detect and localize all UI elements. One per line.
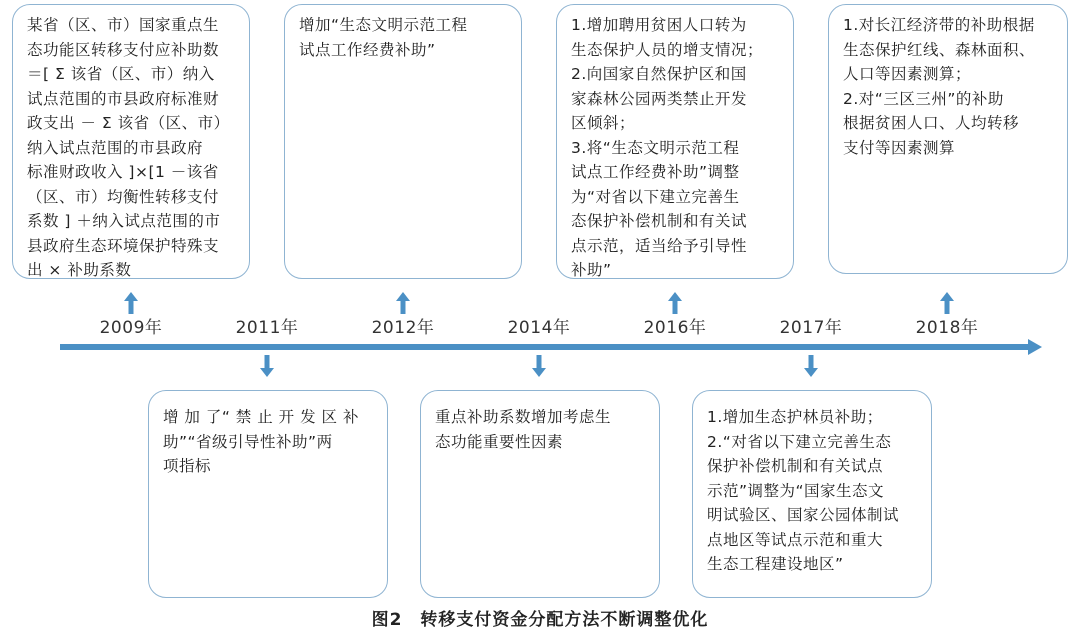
box-line: 试点范围的市县政府标准财 <box>27 89 220 108</box>
box-2014 <box>420 390 660 598</box>
down-arrow-icon <box>804 355 818 377</box>
box-line: 态保护补偿机制和有关试 <box>571 212 748 230</box>
box-line: 态功能区转移支付应补助数 <box>27 40 220 59</box>
box-line: 试点工作经费补助”调整 <box>571 163 740 181</box>
year-label: 2012年 <box>371 318 435 338</box>
box-line: 生态保护红线、森林面积、 <box>843 40 1036 59</box>
box-line: 态功能重要性因素 <box>435 432 564 451</box>
year-label: 2016年 <box>643 318 707 338</box>
box-2011 <box>148 390 388 598</box>
box-line: 3.将“生态文明示范工程 <box>571 138 740 157</box>
up-arrow-icon <box>668 292 682 314</box>
box-line: 1.增加聘用贫困人口转为 <box>571 16 747 34</box>
box-line: 助”“省级引导性补助”两 <box>163 432 333 451</box>
timeline-arrowhead-icon <box>1028 339 1042 355</box>
box-line: 出 × 补助系数 <box>27 261 132 279</box>
box-line: 根据贫困人口、人均转移 <box>843 114 1020 132</box>
box-2018 <box>828 4 1068 274</box>
box-line: 增加“生态文明示范工程 <box>299 16 468 34</box>
box-line: 支付等因素测算 <box>843 138 956 157</box>
box-line: 标准财政收入 ]×[1 －该省 <box>27 163 219 181</box>
box-line: 增 加 了“ 禁 止 开 发 区 补 <box>163 408 359 426</box>
box-line: 点示范，适当给予引导性 <box>571 236 748 255</box>
box-line: 人口等因素测算； <box>843 65 972 83</box>
box-line: 重点补助系数增加考虑生 <box>435 408 612 426</box>
box-line: 2.向国家自然保护区和国 <box>571 65 747 83</box>
box-line: 示范”调整为“国家生态文 <box>707 481 885 500</box>
box-line: 县政府生态环境保护特殊支 <box>27 236 220 255</box>
box-line: 2.对“三区三州”的补助 <box>843 89 1004 108</box>
box-line: 明试验区、国家公园体制试 <box>707 506 900 524</box>
year-label: 2014年 <box>507 318 571 338</box>
box-line: 纳入试点范围的市县政府 <box>27 138 204 157</box>
year-label: 2017年 <box>779 318 843 338</box>
down-arrow-icon <box>260 355 274 377</box>
box-line: 1.增加生态护林员补助； <box>707 408 883 426</box>
box-2012 <box>284 4 522 279</box>
box-line: 1.对长江经济带的补助根据 <box>843 16 1035 34</box>
box-line: 为“对省以下建立完善生 <box>571 187 740 206</box>
box-line: 保护补偿机制和有关试点 <box>707 457 884 475</box>
year-label: 2018年 <box>915 318 979 338</box>
box-line: 某省（区、市）国家重点生 <box>27 16 220 34</box>
box-line: 区倾斜； <box>571 114 636 132</box>
box-line: 补助” <box>571 261 612 279</box>
box-2017 <box>692 390 932 598</box>
box-line: 试点工作经费补助” <box>299 40 436 59</box>
down-arrow-icon <box>532 355 546 377</box>
box-line: 系数 ] ＋纳入试点范围的市 <box>27 212 221 230</box>
box-line: ＝[ Σ 该省（区、市）纳入 <box>27 65 215 83</box>
box-line: 2.“对省以下建立完善生态 <box>707 432 892 451</box>
box-2009 <box>12 4 250 279</box>
up-arrow-icon <box>396 292 410 314</box>
figure-caption: 图2 转移支付资金分配方法不断调整优化 <box>371 610 709 630</box>
box-line: 生态保护人员的增支情况； <box>571 40 764 59</box>
up-arrow-icon <box>940 292 954 314</box>
box-line: 项指标 <box>163 457 212 475</box>
box-line: 点地区等试点示范和重大 <box>707 530 884 549</box>
year-label: 2011年 <box>235 318 299 338</box>
box-line: （区、市）均衡性转移支付 <box>27 187 220 206</box>
up-arrow-icon <box>124 292 138 314</box>
box-2016 <box>556 4 794 279</box>
timeline-line <box>60 344 1030 350</box>
box-line: 家森林公园两类禁止开发 <box>571 89 748 108</box>
box-line: 生态工程建设地区” <box>707 555 844 573</box>
year-label: 2009年 <box>99 318 163 338</box>
box-line: 政支出 － Σ 该省（区、市） <box>27 114 230 132</box>
